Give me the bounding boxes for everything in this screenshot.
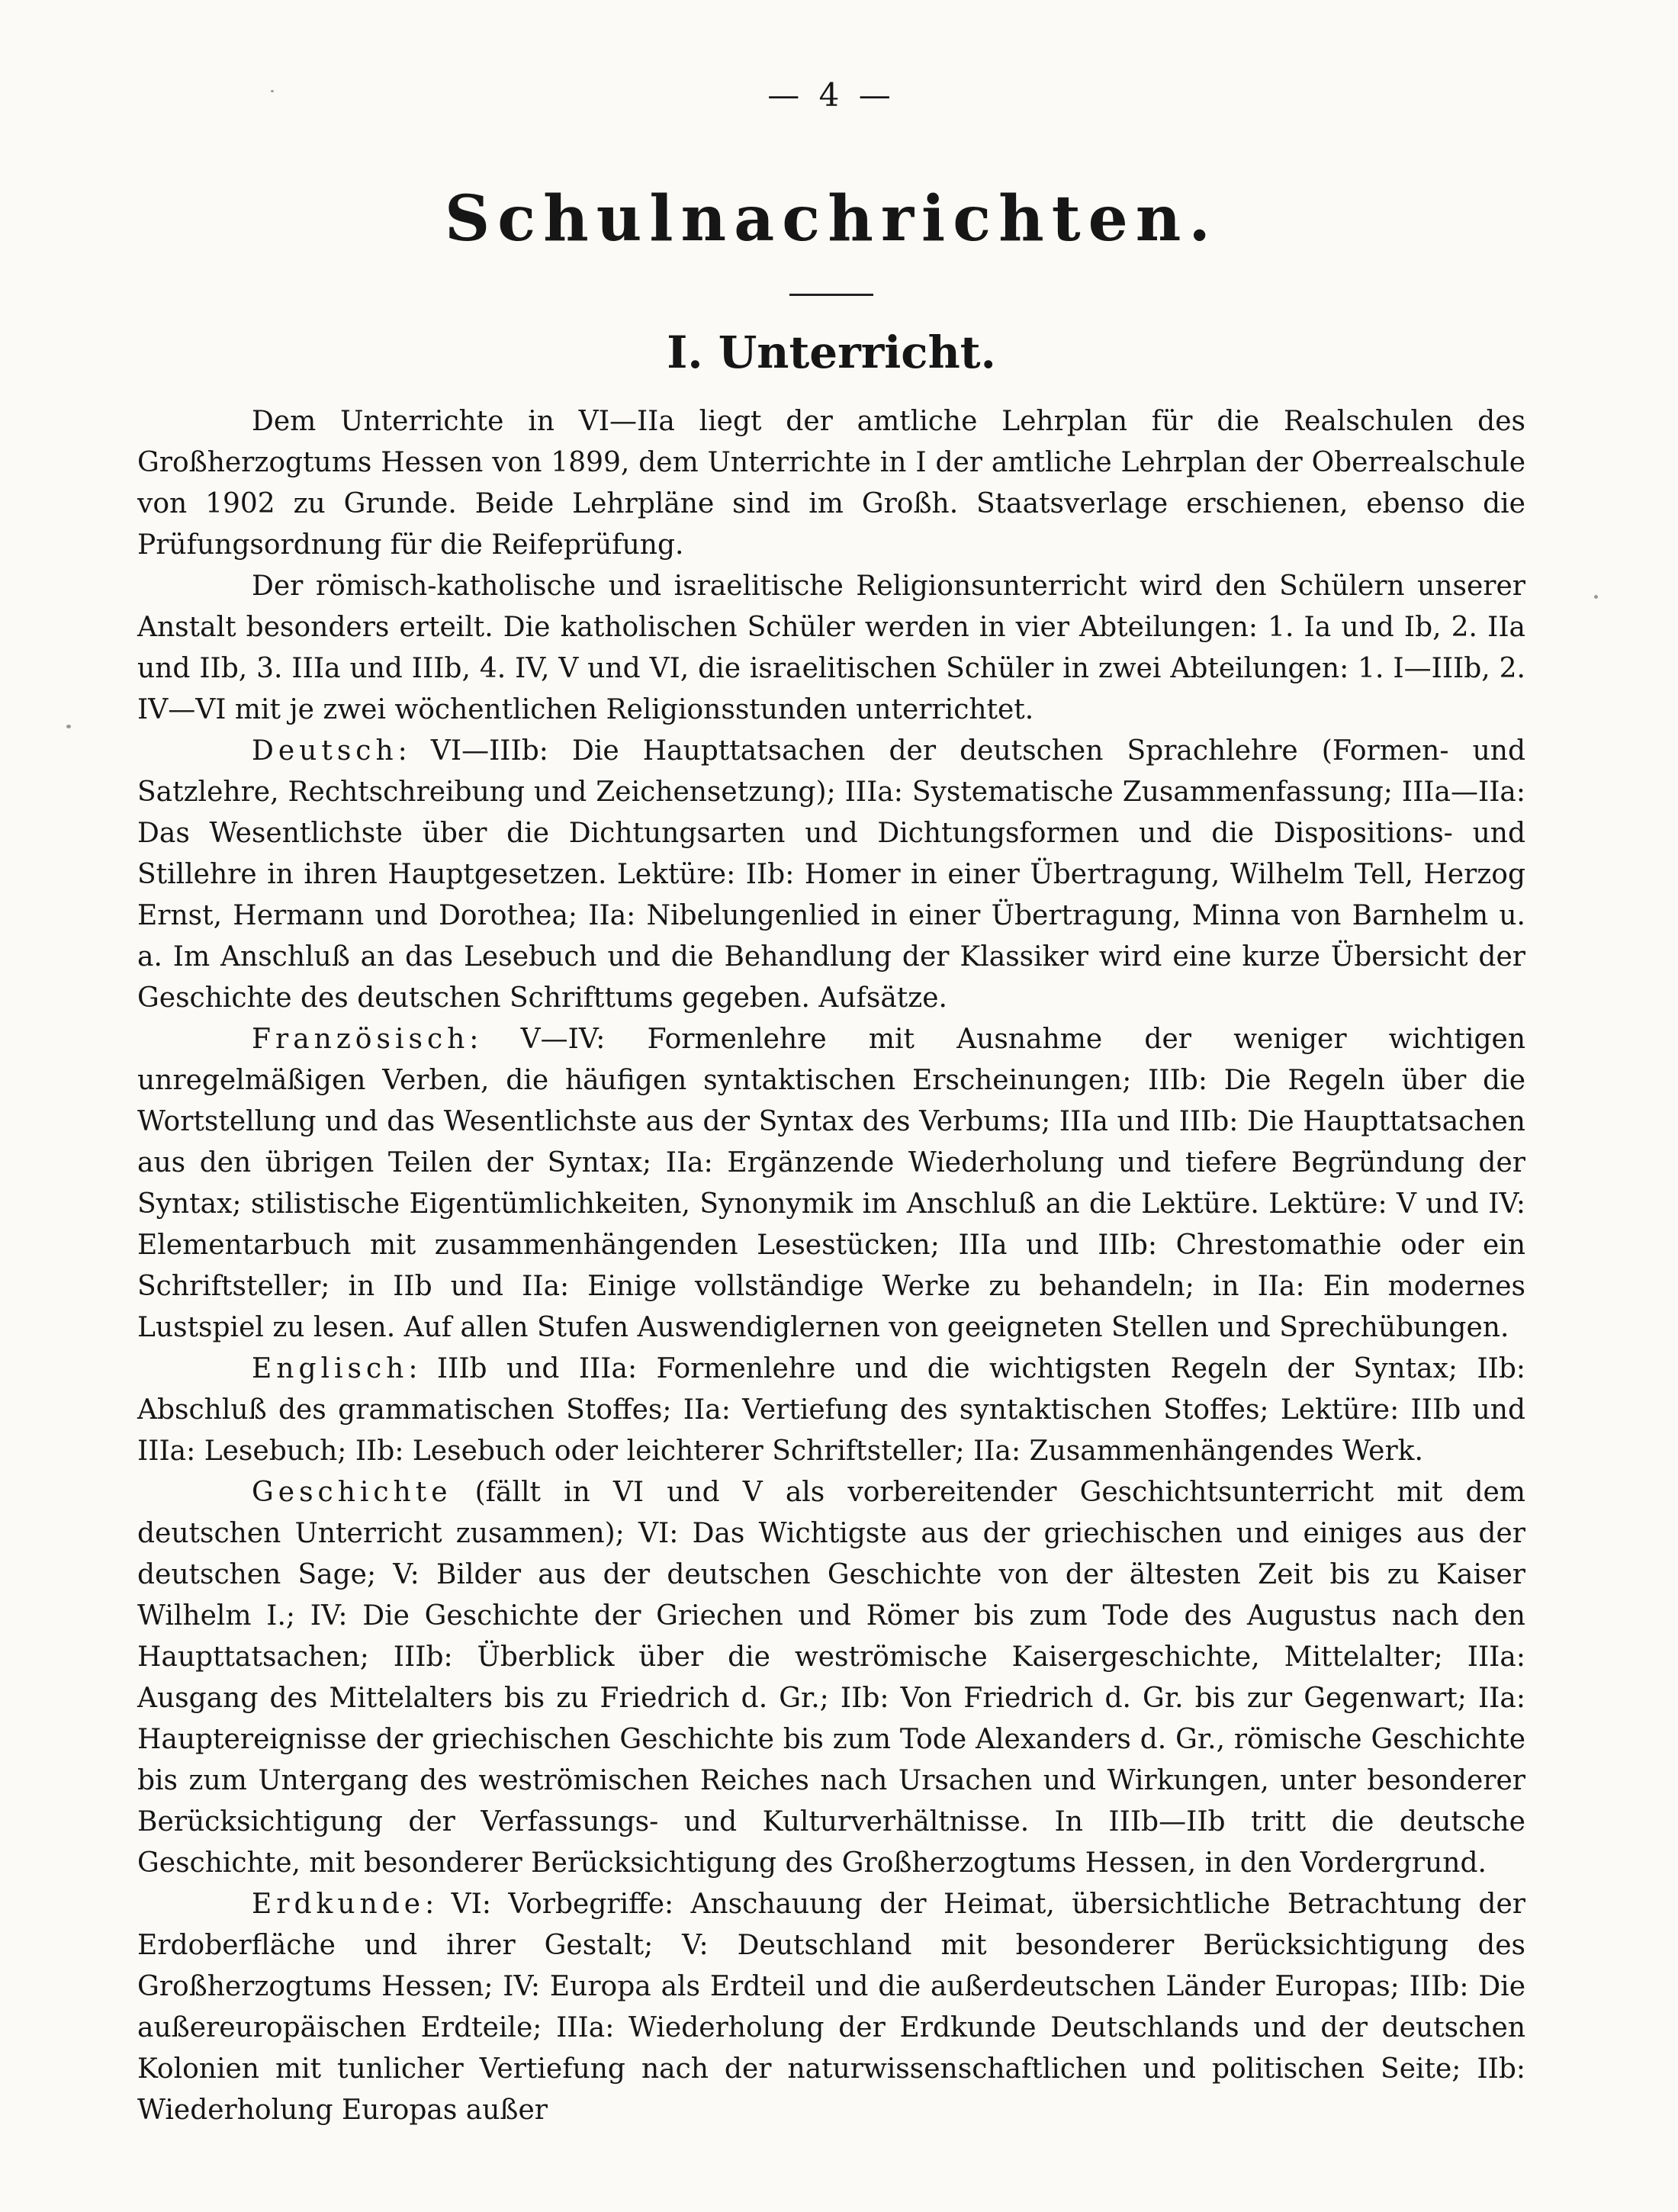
paragraph-text: Dem Unterrichte in VI—IIa liegt der amtliche Lehrplan für die Realschulen des Großherzogtums Hessen von 1899, dem Unterrichte in I der amtliche Lehrplan der Oberrealschule von 1902 zu Grunde. Beide Lehrpläne sind im Großh. Staatsverlage erschienen, ebenso die Prüfungsordnung für die Reifeprüfung.: [137, 406, 1525, 561]
paragraph-text: : IIIb und IIIa: Formenlehre und die wichtigsten Regeln der Syntax; IIb: Abschluß des grammatischen Stoffes; IIa: Vertiefung des syntaktischen Stoffes; Lektüre: IIIb und IIIa: Lesebuch; IIb: Lesebuch oder leichterer Schriftsteller; IIa: Zusammenhängendes Werk.: [137, 1353, 1525, 1467]
paragraph-text: Der römisch-katholische und israelitische Religionsunterricht wird den Schülern unserer Anstalt besonders erteilt. Die katholischen Schüler werden in vier Abteilungen: 1. Ia und Ib, 2. IIa und IIb, 3. IIIa und IIIb, 4. IV, V und VI, die israelitischen Schüler in zwei Abteilungen: 1. I—IIIb, 2. IV—VI mit je zwei wöchentlichen Religionsstunden unterrichtet.: [137, 571, 1525, 725]
title-divider: [789, 294, 873, 296]
margin-speck: [1594, 595, 1598, 599]
paragraph-text: : VI: Vorbegriffe: Anschauung der Heimat, übersichtliche Betrachtung der Erdoberfläche und ihrer Gestalt; V: Deutschland mit besonderer Berücksichtigung des Großherzogtums Hessen; IV: Europa als Erdteil und die außerdeutschen Länder Europas; IIIb: Die außereuropäischen Erdteile; IIIa: Wiederholung der Erdkunde Deutschlands und der deutschen Kolonien mit tunlicher Vertiefung nach der naturwissenschaftlichen und politischen Seite; IIb: Wiederholung Europas außer: [137, 1889, 1525, 2126]
paragraph-text: (fällt in VI und V als vorbereitender Geschichtsunterricht mit dem deutschen Unterricht zusammen); VI: Das Wichtigste aus der griechischen und einiges aus der deutschen Sage; V: Bilder aus der deutschen Geschichte von der ältesten Zeit bis zu Kaiser Wilhelm I.; IV: Die Geschichte der Griechen und Römer bis zum Tode des Augustus nach den Haupttatsachen; IIIb: Überblick über die weströmische Kaisergeschichte, Mittelalter; IIIa: Ausgang des Mittelalters bis zu Friedrich d. Gr.; IIb: Von Friedrich d. Gr. bis zur Gegenwart; IIa: Hauptereignisse der griechischen Geschichte bis zum Tode Alexanders d. Gr., römische Geschichte bis zum Untergang des weströmischen Reiches nach Ursachen und Wirkungen, unter besonderer Berücksichtigung der Verfassungs- und Kulturverhältnisse. In IIIb—IIb tritt die deutsche Geschichte, mit besonderer Berücksichtigung des Großherzogtums Hessen, in den Vordergrund.: [137, 1477, 1525, 1879]
paragraph-geschichte: [137, 1472, 1525, 1884]
document-page: [137, 76, 1525, 2131]
paragraph-deutsch: [137, 731, 1525, 1019]
subject-geschichte: Geschichte: [252, 1477, 452, 1508]
subject-erdkunde: Erdkunde: [252, 1889, 426, 1920]
subject-englisch: Englisch: [252, 1353, 409, 1384]
section-heading: I. Unterricht.: [667, 326, 996, 378]
subject-deutsch: Deutsch: [252, 735, 398, 767]
paragraph-erdkunde: [137, 1884, 1525, 2131]
paragraph-englisch: [137, 1349, 1525, 1472]
page-number: — 4 —: [767, 76, 895, 114]
paragraph-text: : VI—IIIb: Die Haupttatsachen der deutschen Sprachlehre (Formen- und Satzlehre, Rechtschreibung und Zeichensetzung); IIIa: Systematische Zusammenfassung; IIIa—IIa: Das Wesentlichste über die Dichtungsarten und Dichtungsformen und die Dispositions- und Stillehre in ihren Hauptgesetzen. Lektüre: IIb: Homer in einer Übertragung, Wilhelm Tell, Herzog Ernst, Hermann und Dorothea; IIa: Nibelungenlied in einer Übertragung, Minna von Barnhelm u. a. Im Anschluß an das Lesebuch und die Behandlung der Klassiker wird eine kurze Übersicht der Geschichte des deutschen Schrifttums gegeben. Aufsätze.: [137, 735, 1525, 1014]
subject-franzoesisch: Französisch: [252, 1024, 470, 1055]
margin-speck: [66, 725, 71, 728]
paragraph-franzoesisch: [137, 1019, 1525, 1349]
paragraph-text: : V—IV: Formenlehre mit Ausnahme der weniger wichtigen unregelmäßigen Verben, die häufigen syntaktischen Erscheinungen; IIIb: Die Regeln über die Wortstellung und das Wesentlichste aus der Syntax des Verbums; IIIa und IIIb: Die Haupttatsachen aus den übrigen Teilen der Syntax; IIa: Ergänzende Wiederholung und tiefere Begründung der Syntax; stilistische Eigentümlichkeiten, Synonymik im Anschluß an die Lektüre. Lektüre: V und IV: Elementarbuch mit zusammenhängenden Lesestücken; IIIa und IIIb: Chrestomathie oder ein Schriftsteller; in IIb und IIa: Einige vollständige Werke zu behandeln; in IIa: Ein modernes Lustspiel zu lesen. Auf allen Stufen Auswendiglernen von geeigneten Stellen und Sprechübungen.: [137, 1024, 1525, 1343]
paragraph-lehrplan: [137, 401, 1525, 566]
page-title: Schulnachrichten.: [445, 182, 1218, 256]
paragraph-religion: [137, 566, 1525, 731]
